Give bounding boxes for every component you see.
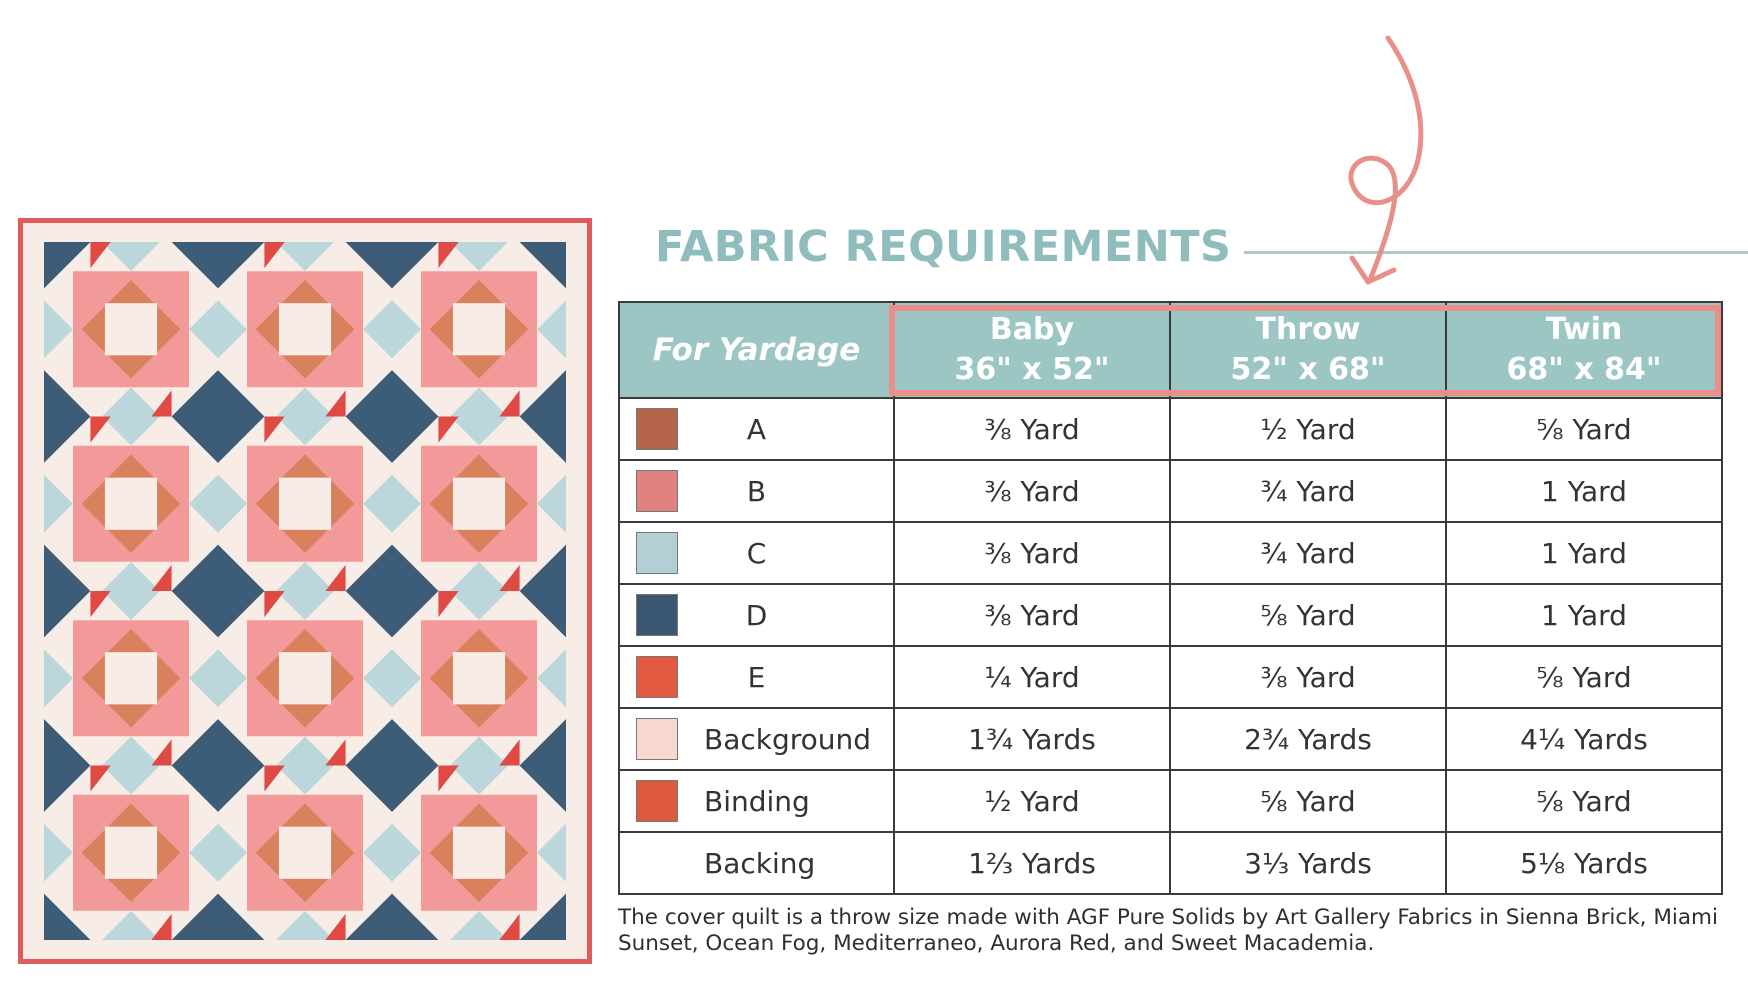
quilt-center-square — [279, 652, 331, 704]
fabric-name-cell — [619, 584, 894, 646]
fabric-name: E — [747, 660, 766, 694]
yardage-throw: ½ Yard — [1170, 398, 1446, 460]
fabric-name-cell — [619, 646, 894, 708]
yardage-baby: 1⅔ Yards — [894, 832, 1170, 894]
yardage-throw: 2¾ Yards — [1170, 708, 1446, 770]
yardage-throw: ⅝ Yard — [1170, 770, 1446, 832]
header-for-yardage: For Yardage — [619, 302, 894, 398]
header-throw — [1170, 302, 1446, 398]
yardage-throw: ⅝ Yard — [1170, 584, 1446, 646]
footnote: The cover quilt is a throw size made with AGF Pure Solids by Art Gallery Fabrics in Sienna Brick, Miami Sunset, Ocean Fog, Mediterraneo, Aurora Red, and Sweet Macademia. — [618, 905, 1718, 957]
header-baby-size: 36" x 52" — [954, 352, 1110, 387]
quilt-center-square — [453, 478, 505, 530]
yardage-twin: 5⅛ Yards — [1446, 832, 1722, 894]
yardage-baby: ½ Yard — [894, 770, 1170, 832]
yardage-throw: ¾ Yard — [1170, 522, 1446, 584]
header-throw-name: Throw — [1255, 312, 1361, 348]
fabric-swatch — [636, 656, 678, 698]
yardage-twin: 1 Yard — [1446, 584, 1722, 646]
yardage-twin: ⅝ Yard — [1446, 398, 1722, 460]
table-row — [619, 522, 1722, 584]
fabric-name: C — [746, 536, 767, 570]
quilt-image — [18, 218, 592, 964]
quilt-center-square — [105, 303, 157, 355]
quilt-center-square — [279, 827, 331, 879]
header-twin-size: 68" x 84" — [1506, 352, 1662, 387]
table-row — [619, 708, 1722, 770]
table-row — [619, 770, 1722, 832]
yardage-twin: 1 Yard — [1446, 460, 1722, 522]
table-row — [619, 832, 1722, 894]
yardage-twin: 4¼ Yards — [1446, 708, 1722, 770]
header-twin-name: Twin — [1545, 312, 1623, 348]
table-row — [619, 646, 1722, 708]
yardage-twin: ⅝ Yard — [1446, 646, 1722, 708]
table-row — [619, 584, 1722, 646]
fabric-name-cell — [619, 832, 894, 894]
fabric-swatch — [636, 470, 678, 512]
yardage-baby: ⅜ Yard — [894, 584, 1170, 646]
quilt-center-square — [105, 652, 157, 704]
yardage-baby: 1¾ Yards — [894, 708, 1170, 770]
table-row — [619, 460, 1722, 522]
fabric-name: Binding — [704, 784, 810, 818]
fabric-swatch — [636, 532, 678, 574]
quilt-center-square — [105, 478, 157, 530]
quilt-center-square — [453, 827, 505, 879]
fabric-swatch — [636, 780, 678, 822]
yardage-twin: ⅝ Yard — [1446, 770, 1722, 832]
fabric-name-cell — [619, 770, 894, 832]
yardage-throw: 3⅓ Yards — [1170, 832, 1446, 894]
quilt-center-square — [105, 827, 157, 879]
yardage-throw: ¾ Yard — [1170, 460, 1446, 522]
quilt-center-square — [453, 652, 505, 704]
quilt-center-square — [279, 478, 331, 530]
quilt-center-square — [279, 303, 331, 355]
fabric-name: B — [746, 474, 767, 508]
fabric-swatch — [636, 718, 678, 760]
fabric-name-cell — [619, 398, 894, 460]
arrow-curve — [1351, 38, 1421, 280]
fabric-name-cell — [619, 522, 894, 584]
yardage-twin: 1 Yard — [1446, 522, 1722, 584]
fabric-swatch — [636, 408, 678, 450]
header-baby-name: Baby — [989, 312, 1075, 348]
fabric-name-cell — [619, 708, 894, 770]
fabric-name-cell — [619, 460, 894, 522]
curly-arrow-icon — [1300, 30, 1450, 300]
fabric-requirements-table — [618, 301, 1723, 895]
yardage-baby: ⅜ Yard — [894, 460, 1170, 522]
yardage-baby: ¼ Yard — [894, 646, 1170, 708]
quilt-center-square — [453, 303, 505, 355]
yardage-baby: ⅜ Yard — [894, 522, 1170, 584]
fabric-name: D — [745, 598, 768, 632]
yardage-baby: ⅜ Yard — [894, 398, 1170, 460]
fabric-name: Background — [704, 722, 872, 756]
header-twin — [1446, 302, 1722, 398]
page-title: FABRIC REQUIREMENTS — [655, 222, 1232, 272]
header-throw-size: 52" x 68" — [1230, 352, 1386, 387]
fabric-swatch — [636, 594, 678, 636]
table-header-row — [619, 302, 1722, 398]
table-row — [619, 398, 1722, 460]
header-baby — [894, 302, 1170, 398]
fabric-name: Backing — [704, 846, 816, 880]
yardage-throw: ⅜ Yard — [1170, 646, 1446, 708]
fabric-name: A — [746, 412, 767, 446]
